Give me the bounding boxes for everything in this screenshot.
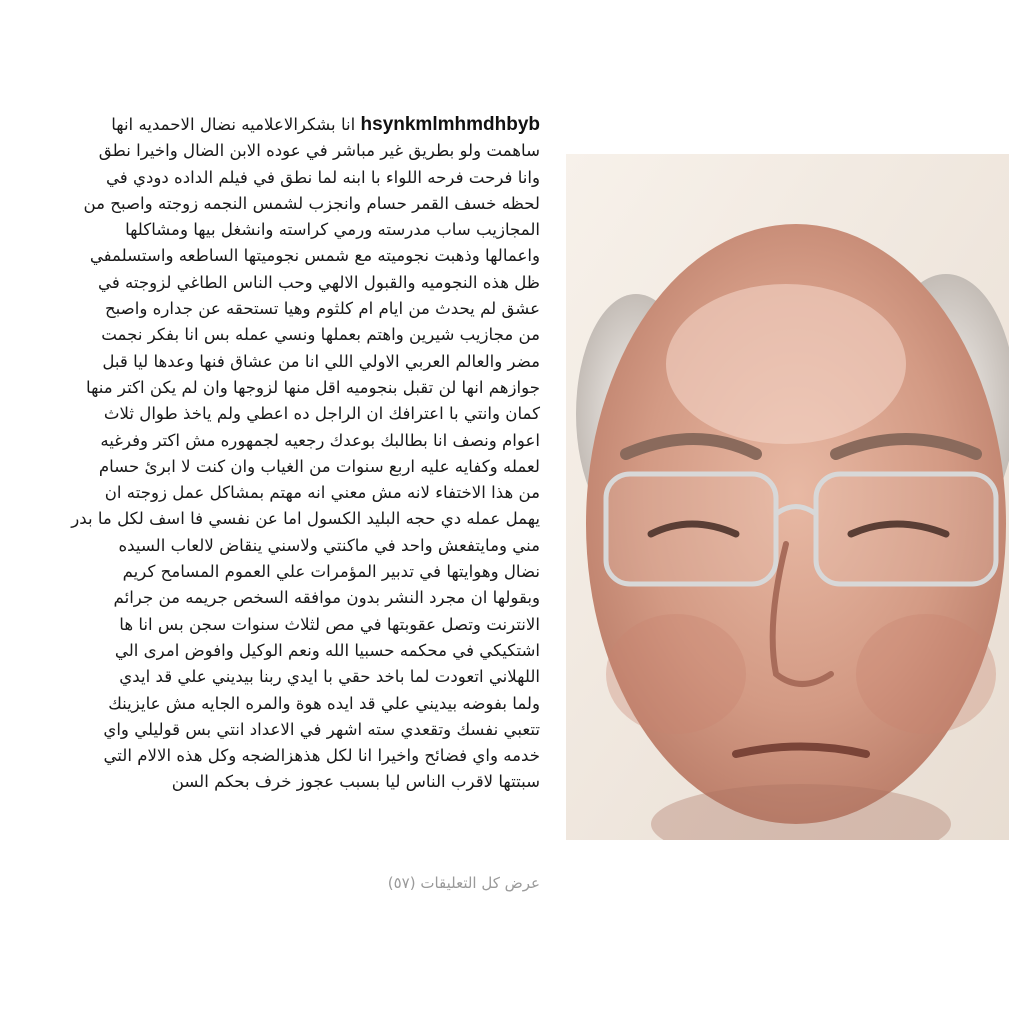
caption-line: ساهمت ولو بطريق غير مباشر في عوده الابن الضال واخيرا نطق [98,141,540,161]
caption-line: ولما بفوضه بيديني علي قد ايده هوة والمره الجايه مش عايزينك [108,693,540,713]
caption-line: نضال وهوايتها في تدبير المؤمرات علي العموم المسامح كريم [122,562,540,582]
view-all-comments-link[interactable]: عرض كل التعليقات (٥٧) [387,874,540,892]
caption-line: يهمل عمله دي حجه البليد الكسول اما عن نفسي فا اسف لكل ما بدر [71,509,540,529]
caption-line: مضر والعالم العربي الاولي اللي انا من عشاق فنها وعدها ليا قبل [102,351,540,371]
caption-line: اشتكيكي في محكمه حسبيا الله ونعم الوكيل وافوض امرى الي [114,640,540,660]
caption-line: مني ومايتفعش واحد في ماكنتي ولاسني ينقاض لالعاب السيده [118,535,540,555]
caption-line: واعمالها وذهبت نجوميته مع شمس نجوميتها الساطعه واستسلمفي [89,246,540,266]
selfie-photo [566,154,1009,840]
caption-line: اللهلاني اتعودت لما باخد حقي با ايدي ربنا بيديني علي قد ايدي [119,667,540,687]
selfie-illustration [566,154,1009,840]
caption-line: وانا فرحت فرحه اللواء با ابنه لما نطق في فيلم الداده دودي في [105,167,540,187]
caption-line [18,112,540,138]
caption-line: كمان وانتي با اعترافك ان الراجل ده اعطي ولم ياخذ طوال ثلاث [103,404,540,424]
caption-first-line: انا بشكرالاعلاميه نضال الاحمديه انها [111,115,356,134]
username-link[interactable]: hsynkmlmhmdhbyb [360,114,540,135]
caption-line: الانترنت وتصل عقوبتها في مص لثلاث سنوات سجن بس انا ها [119,614,540,634]
post-caption [18,112,540,796]
caption-line: تتعبي نفسك وتقعدي سته اشهر في الاعداد انتي بس قوليلي واي [103,719,540,739]
caption-line: عشق لم يحدث من ايام ام كلثوم وهيا تستحقه عن جداره واصبح [104,299,540,319]
caption-line: لحظه خسف القمر حسام وانجزب لشمس النجمه زوجته واصبح من [83,193,540,213]
caption-line: ظل هذه النجوميه والقبول الالهي وحب الناس الطاغي لزوجته في [97,272,540,292]
caption-line: من مجازيب شيرين واهتم بعملها ونسي عمله بس انا بفكر نجمت [101,325,540,345]
caption-line: خدمه واي فضائح واخيرا انا لكل هذهزالضجه وكل هذه الالام التي [103,746,540,766]
caption-line: من هذا الاختفاء لانه مش معني انه مهتم بمشاكل عمل زوجته ان [104,483,540,503]
caption-line: وبقولها ان مجرد النشر بدون موافقه السخص جريمه من جرائم [113,588,540,608]
caption-line: المجازيب ساب مدرسته ورمي كراسته وانشغل بيها ومشاكلها [125,220,540,240]
caption-line: اعوام ونصف انا بطالبك بوعدك رجعيه لجمهوره مش اكتر وفرغيه [100,430,540,450]
caption-line: سبتتها لاقرب الناس ليا بسبب عجوز خرف بحكم السن [171,772,540,792]
caption-line: لعمله وكفايه عليه اربع سنوات من الغياب وان كنت لا ابرئ حسام [98,456,540,476]
caption-line: جوازهم انها لن تقبل بنجوميه اقل منها لزوجها وان لم يكن اكتر منها [86,377,540,397]
